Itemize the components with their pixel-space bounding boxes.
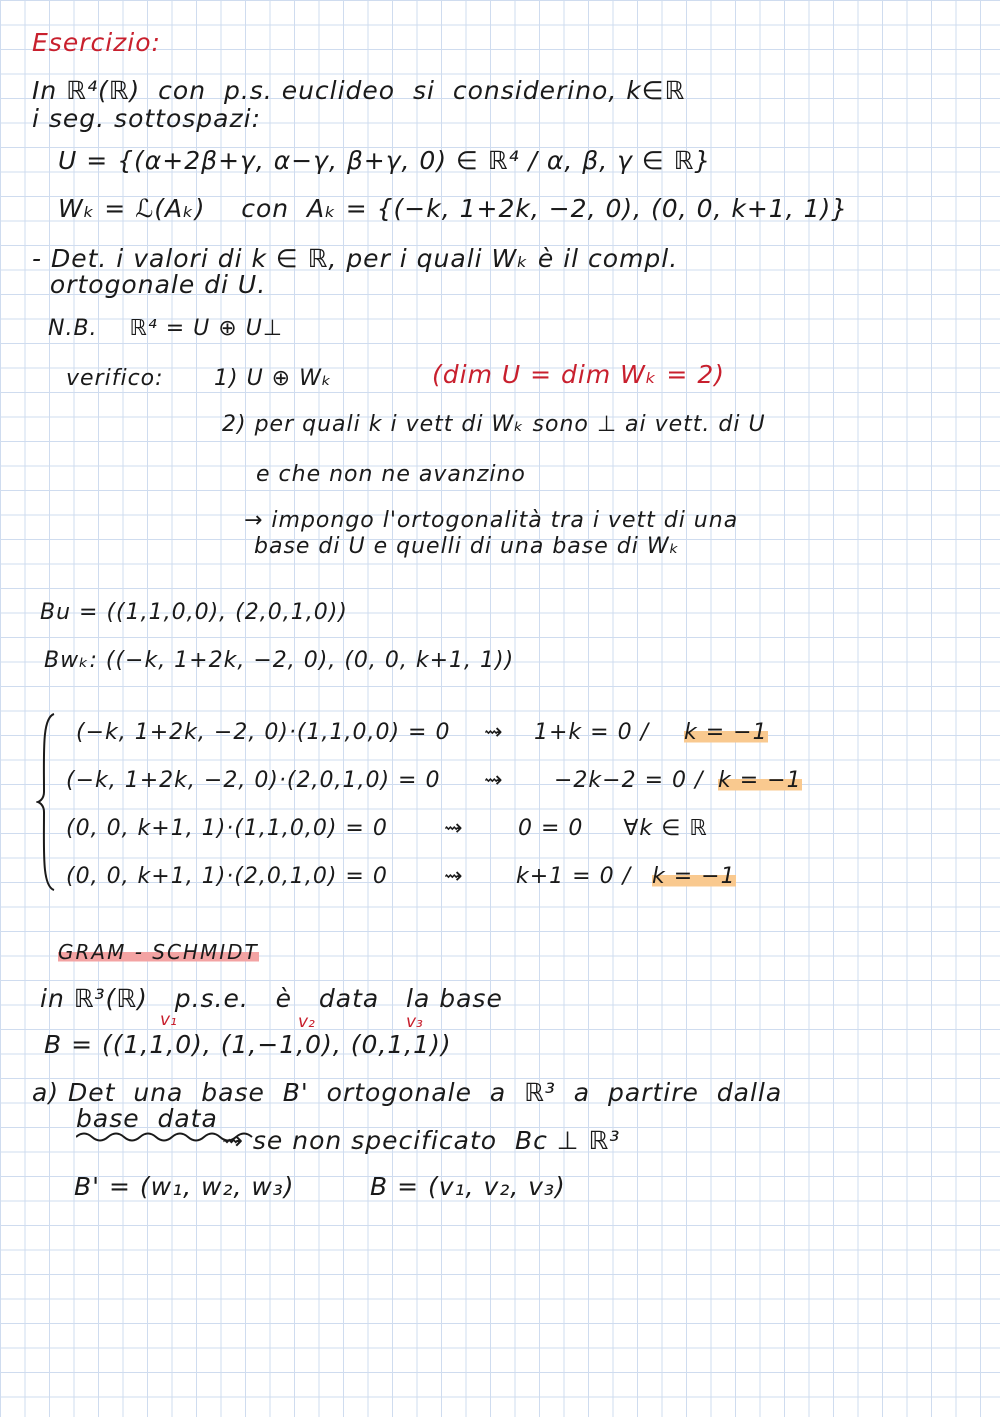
impose-line-2: base di U e quelli di una base di Wₖ (254, 534, 680, 559)
basis-w: Bwₖ: ((−k, 1+2k, −2, 0), (0, 0, k+1, 1)) (44, 648, 515, 673)
gram-schmidt-heading: GRAM - SCHMIDT (58, 940, 259, 964)
system-k-value: k = −1 (684, 720, 768, 745)
verify-step-1-note: (dim U = dim Wₖ = 2) (432, 360, 725, 389)
system-eq: (0, 0, k+1, 1)·(2,0,1,0) = 0 (66, 864, 388, 889)
arrow-icon: ⇝ (484, 720, 504, 745)
system-eq: (−k, 1+2k, −2, 0)·(2,0,1,0) = 0 (66, 768, 441, 793)
vector-label-v1: v₁ (160, 1010, 177, 1030)
verify-step-1: 1) U ⊕ Wₖ (214, 366, 333, 391)
system-result: −2k−2 = 0 / (554, 768, 704, 793)
nb-note: N.B. ℝ⁴ = U ⊕ U⊥ (48, 316, 283, 341)
system-result: 0 = 0 ∀k ∈ ℝ (518, 816, 708, 841)
verify-step-2b: e che non ne avanzino (256, 462, 526, 487)
b-basis: B = (v₁, v₂, v₃) (370, 1172, 566, 1201)
intro-line-1: In ℝ⁴(ℝ) con p.s. euclideo si considerino, k∈ℝ (32, 76, 686, 105)
system-result: k+1 = 0 / (516, 864, 631, 889)
arrow-icon: ⇝ (444, 816, 464, 841)
system-k-value: k = −1 (718, 768, 802, 793)
intro-line-2: i seg. sottospazi: (32, 104, 261, 133)
subspace-u-definition: U = {(α+2β+γ, α−γ, β+γ, 0) ∈ ℝ⁴ / α, β, γ ∈ ℝ} (58, 146, 712, 175)
arrow-icon: ⇝ (484, 768, 504, 793)
system-k-value: k = −1 (652, 864, 736, 889)
system-eq: (0, 0, k+1, 1)·(1,1,0,0) = 0 (66, 816, 388, 841)
b-prime-basis: B' = (w₁, w₂, w₃) (74, 1172, 295, 1201)
task-line-2: ortogonale di U. (32, 270, 267, 299)
basis-u: Bu = ((1,1,0,0), (2,0,1,0)) (40, 600, 348, 625)
arrow-icon: ⇝ (444, 864, 464, 889)
unspecified-note: ⇝ se non specificato Bc ⊥ ℝ³ (222, 1126, 621, 1155)
exercise-title: Esercizio: (32, 28, 161, 57)
gram-schmidt-basis: B = ((1,1,0), (1,−1,0), (0,1,1)) (44, 1030, 452, 1059)
system-brace (36, 712, 56, 892)
vector-label-v3: v₃ (406, 1012, 423, 1032)
gram-schmidt-intro: in ℝ³(ℝ) p.s.e. è data la base (40, 984, 503, 1013)
system-eq: (−k, 1+2k, −2, 0)·(1,1,0,0) = 0 (76, 720, 451, 745)
impose-line-1: → impongo l'ortogonalità tra i vett di una (244, 508, 739, 533)
vector-label-v2: v₂ (298, 1012, 315, 1032)
task-a-line-1: a) Det una base B' ortogonale a ℝ³ a partire dalla (32, 1078, 783, 1107)
task-line-1: - Det. i valori di k ∈ ℝ, per i quali Wₖ è il compl. (32, 244, 679, 273)
task-a-line-2: base data (76, 1104, 218, 1133)
verify-label: verifico: (66, 366, 164, 391)
verify-step-2: 2) per quali k i vett di Wₖ sono ⊥ ai vett. di U (222, 412, 766, 437)
system-result: 1+k = 0 / (534, 720, 649, 745)
subspace-w-definition: Wₖ = ℒ(Aₖ) con Aₖ = {(−k, 1+2k, −2, 0), (0, 0, k+1, 1)} (58, 194, 849, 223)
